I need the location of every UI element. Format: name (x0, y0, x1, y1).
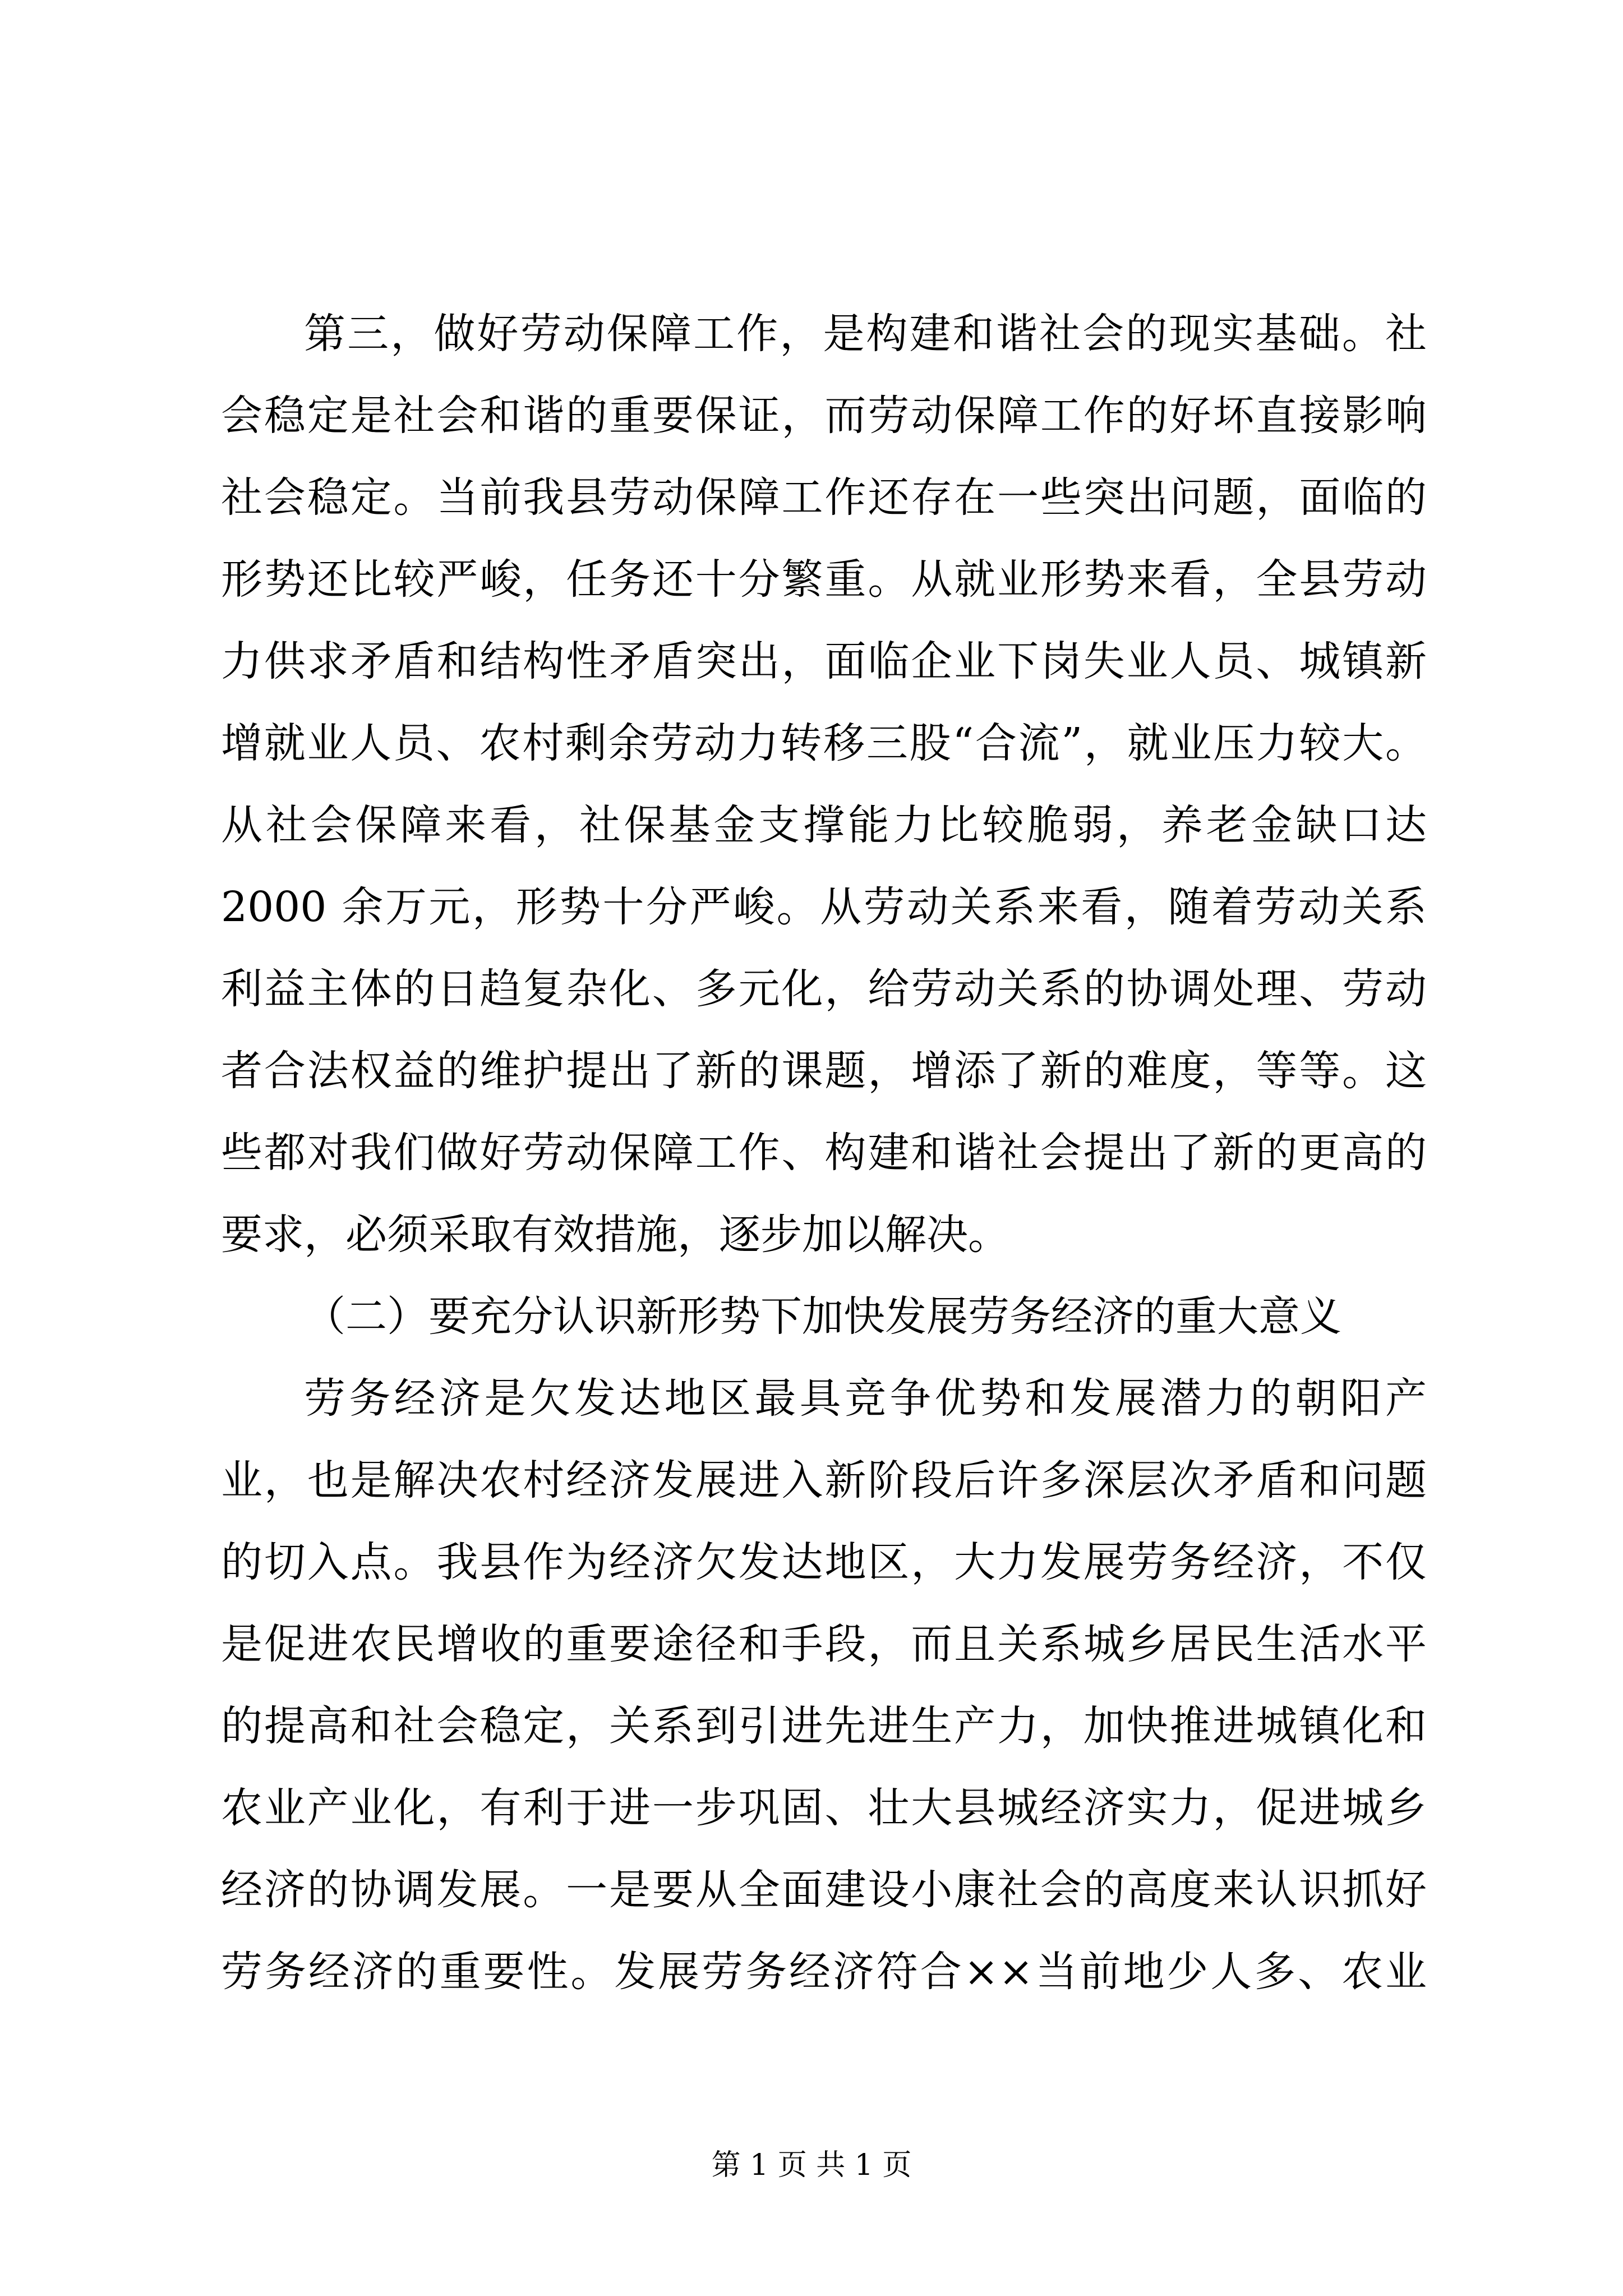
paragraph-3-line-3: 的切入点。我县作为经济欠发达地区，大力发展劳务经济，不仅 (221, 1538, 1427, 1586)
paragraph-1-line-7: 从社会保障来看，社保基金支撑能力比较脆弱，养老金缺口达 (221, 801, 1427, 849)
paragraph-3-line-6: 农业产业化，有利于进一步巩固、壮大县城经济实力，促进城乡 (221, 1784, 1427, 1832)
paragraph-3-line-4: 是促进农民增收的重要途径和手段，而且关系城乡居民生活水平 (221, 1620, 1427, 1668)
paragraph-1-line-5: 力供求矛盾和结构性矛盾突出，面临企业下岗失业人员、城镇新 (221, 637, 1427, 685)
paragraph-1-line-6: 增就业人员、农村剩余劳动力转移三股“合流”，就业压力较大。 (221, 719, 1427, 767)
paragraph-3-line-1: 劳务经济是欠发达地区最具竞争优势和发展潜力的朝阳产 (304, 1374, 1427, 1423)
paragraph-3-line-5: 的提高和社会稳定，关系到引进先进生产力，加快推进城镇化和 (221, 1702, 1427, 1750)
paragraph-3-line-8: 劳务经济的重要性。发展劳务经济符合××当前地少人多、农业 (221, 1948, 1427, 1996)
paragraph-1-line-10: 者合法权益的维护提出了新的课题，增添了新的难度，等等。这 (221, 1047, 1427, 1095)
paragraph-1-line-3: 社会稳定。当前我县劳动保障工作还存在一些突出问题，面临的 (221, 473, 1427, 522)
paragraph-3-line-7: 经济的协调发展。一是要从全面建设小康社会的高度来认识抓好 (221, 1866, 1427, 1914)
paragraph-1-line-8: 2000 余万元，形势十分严峻。从劳动关系来看，随着劳动关系 (221, 883, 1427, 931)
paragraph-1-line-9: 利益主体的日趋复杂化、多元化，给劳动关系的协调处理、劳动 (221, 965, 1427, 1013)
page-footer: 第 1 页 共 1 页 (711, 2148, 912, 2182)
paragraph-1-line-11: 些都对我们做好劳动保障工作、构建和谐社会提出了新的更高的 (221, 1129, 1427, 1177)
paragraph-1-line-2: 会稳定是社会和谐的重要保证，而劳动保障工作的好坏直接影响 (221, 392, 1427, 440)
paragraph-1-line-1: 第三，做好劳动保障工作，是构建和谐社会的现实基础。社 (304, 310, 1427, 358)
paragraph-1-line-4: 形势还比较严峻，任务还十分繁重。从就业形势来看，全县劳动 (221, 555, 1427, 604)
paragraph-3-line-2: 业，也是解决农村经济发展进入新阶段后许多深层次矛盾和问题 (221, 1456, 1427, 1504)
paragraph-1-line-12: 要求，必须采取有效措施，逐步加以解决。 (221, 1211, 1009, 1259)
section-heading: （二）要充分认识新形势下加快发展劳务经济的重大意义 (304, 1292, 1341, 1341)
